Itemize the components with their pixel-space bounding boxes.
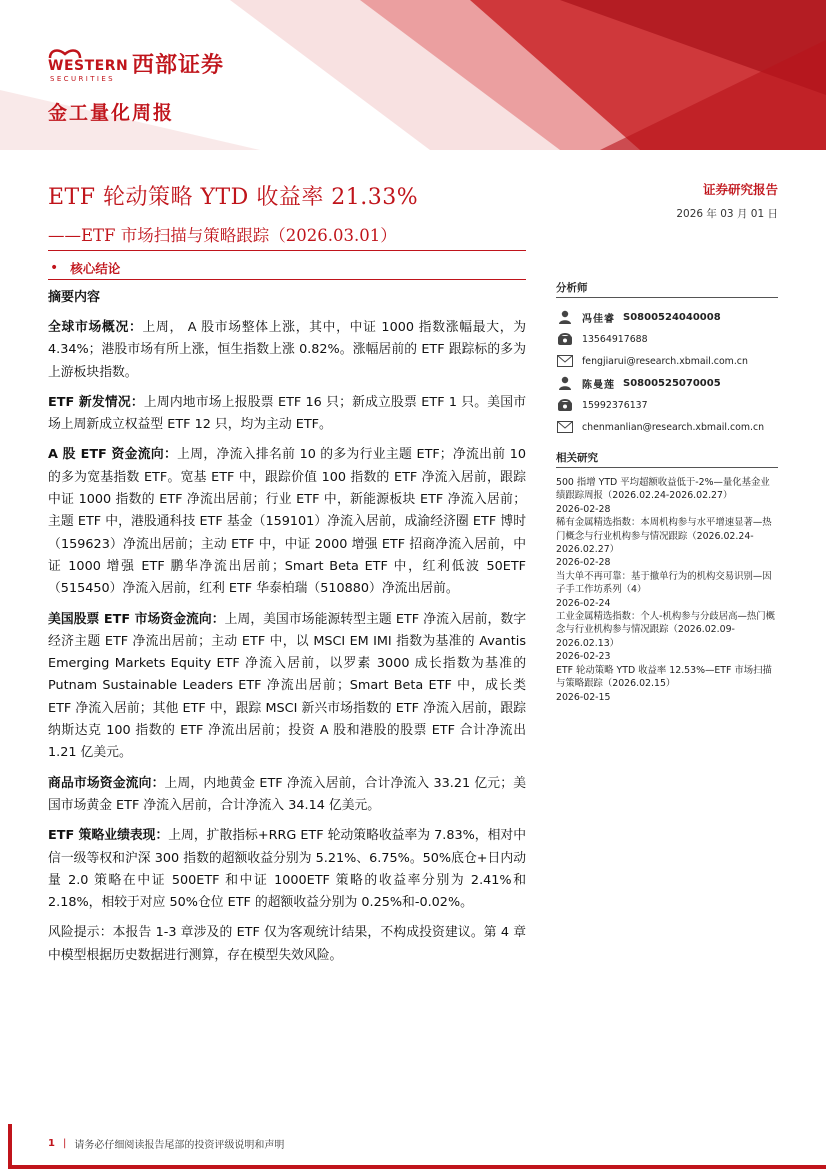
brand-logo	[48, 46, 225, 83]
person-icon	[556, 309, 574, 325]
related-title: 稀有金属精选指数：本周机构参与水平增速显著—热门概念与行业机构参与情况跟踪（2026.02.24-2026.02.27）	[556, 517, 772, 556]
core-conclusion-bar	[48, 256, 526, 280]
paragraph-strategy-performance	[48, 825, 526, 914]
report-subtitle: ——ETF 市场扫描与策略跟踪（2026.03.01）	[48, 226, 397, 245]
paragraph-lead: 全球市场概况：	[48, 320, 143, 335]
analyst-cert-number: S0800525070005	[623, 377, 721, 389]
related-research-item[interactable]	[556, 516, 778, 570]
footer-corner-bottom	[8, 1165, 826, 1169]
related-date: 2026-02-15	[556, 691, 611, 703]
paragraph-lead: 美国股票 ETF 市场资金流向：	[48, 611, 225, 627]
paragraph-text: 上周内地市场上报股票 ETF 16 只；新成立股票 ETF 1 只。美国市场上周新成立权益型 ETF 12 只，均为主动 ETF。	[48, 394, 526, 433]
analyst-name: 冯佳睿	[582, 313, 615, 325]
paragraph-lead: A 股 ETF 资金流向：	[48, 447, 178, 463]
paragraph-lead: 商品市场资金流向：	[48, 775, 165, 791]
related-title: 工业金属精选指数：个人-机构参与分歧居高—热门概念与行业机构参与情况跟踪（2026.02.09-2026.02.13）	[556, 611, 776, 649]
related-research-item[interactable]	[556, 664, 778, 704]
related-date: 2026-02-23	[556, 651, 611, 663]
related-research-list	[556, 476, 778, 704]
analyst-card	[556, 372, 778, 438]
paragraph-text: 上周，内地黄金 ETF 净流入居前，合计净流入 33.21 亿元；美国市场黄金 ETF 净流入居前，合计净流入 34.14 亿美元。	[48, 775, 526, 813]
related-date: 2026-02-28	[556, 503, 611, 515]
brand-cn-name: 西部证券	[132, 52, 225, 78]
analyst-cert-number: S0800524040008	[623, 311, 721, 323]
related-date: 2026-02-28	[556, 557, 611, 569]
footer-separator: |	[62, 1138, 67, 1149]
related-research-item[interactable]	[556, 476, 778, 516]
phone-icon	[556, 331, 574, 347]
email-icon	[556, 419, 574, 435]
paragraph-text: 上周， A 股市场整体上涨，其中，中证 1000 指数涨幅最大，为 4.34%；港股市场有所上涨，恒生指数上涨 0.82%。涨幅居前的 ETF 跟踪标的多为上游板块指数。	[48, 320, 527, 380]
related-title: 500 指增 YTD 平均超额收益低于-2%—量化基金业绩跟踪周报（2026.02.24-2026.02.27）	[556, 477, 770, 502]
email-icon	[556, 353, 574, 369]
title-divider	[48, 250, 526, 251]
phone-icon	[556, 397, 574, 413]
analyst-card	[556, 306, 778, 372]
footer-notice: 请务必仔细阅读报告尾部的投资评级说明和声明	[74, 1140, 285, 1151]
related-title: ETF 轮动策略 YTD 收益率 12.53%—ETF 市场扫描与策略跟踪（2026.02.15）	[556, 664, 772, 690]
related-title: 当大单不再可靠：基于撤单行为的机构交易识别—因子手工作坊系列（4）	[556, 570, 772, 596]
paragraph-a-share-flow	[48, 444, 526, 600]
core-conclusion-label: 核心结论	[70, 260, 121, 276]
paragraph-text: 风险提示：本报告 1-3 章涉及的 ETF 仅为客观统计结果，不构成投资建议。第 4 章中模型根据历史数据进行测算，存在模型失效风险。	[48, 925, 526, 963]
page-footer	[48, 1136, 284, 1151]
paragraph-commodity-flow	[48, 773, 526, 818]
report-date: 2026 年 03 月 01 日	[676, 208, 778, 220]
report-type: 金工量化周报	[48, 102, 175, 124]
brand-en-sub: SECURITIES	[50, 75, 116, 83]
paragraph-lead: ETF 策略业绩表现：	[48, 828, 169, 844]
summary-heading: 摘要内容	[48, 290, 101, 305]
related-research-heading: 相关研究	[556, 450, 778, 468]
analyst-name: 陈曼莲	[582, 379, 615, 391]
paragraph-text: 上周，扩散指标+RRG ETF 轮动策略收益率为 7.83%，相对中信一级等权和沪深 300 指数的超额收益分别为 5.21%、6.75%。50%底仓+日内动量 2.0 策略在中证 500ETF 和中证 1000ETF 策略的收益率分别为 2.41%和 2.18%，相较于对应 50%仓位 ETF 的超额收益分别为 0.25%和-0.02%。	[48, 828, 526, 911]
related-date: 2026-02-24	[556, 597, 611, 609]
paragraph-text: 上周，美国市场能源转型主题 ETF 净流入居前，数字经济主题 ETF 净流出居前；主动 ETF 中，以 MSCI EM IMI 指数为基准的 Avantis Emerging Markets Equity ETF 净流入居前，以罗素 3000 成长指数为基准的 Putnam Sustainable Leaders ETF 净流出居前；Smart Beta ETF 中，成长类 ETF 净流入居前；其他 ETF 中，跟踪 MSCI 新兴市场指数的 ETF 净流入居前，跟踪纳斯达克 100 指数的 ETF 净流出居前；投资 A 股和港股的股票 ETF 合计净流出 1.21 亿美元。	[48, 611, 526, 761]
header-banner	[0, 0, 826, 150]
related-research-item[interactable]	[556, 570, 778, 610]
paragraph-etf-new	[48, 392, 526, 437]
paragraph-risk-notice	[48, 922, 526, 967]
main-content	[48, 287, 526, 975]
report-title: ETF 轮动策略 YTD 收益率 21.33%	[48, 185, 419, 210]
bullet-icon: •	[50, 259, 59, 276]
analyst-email[interactable]: chenmanlian@research.xbmail.com.cn	[582, 421, 765, 433]
report-category: 证券研究报告	[702, 182, 778, 197]
western-logo-mark	[48, 46, 129, 83]
analyst-phone: 13564917688	[582, 333, 648, 345]
sidebar	[556, 280, 778, 704]
analyst-phone: 15992376137	[582, 399, 648, 411]
paragraph-text: 上周，净流入排名前 10 的多为行业主题 ETF；净流出前 10 的多为宽基指数 ETF。宽基 ETF 中，跟踪价值 100 指数的 ETF 净流入居前，跟踪中证 1000 指数的 ETF 净流出居前；行业 ETF 中，新能源板块 ETF 净流入居前；主题 ETF 中，港股通科技 ETF 基金（159101）净流入居前，成渝经济圈 ETF 博时（159623）净流出居前；主动 ETF 中，中证 2000 增强 ETF 招商净流入居前，中证 1000 增强 ETF 鹏华净流出居前；Smart Beta ETF 中，红利低波 50ETF（515450）净流入居前，红利 ETF 华泰柏瑞（510880）净流出居前。	[48, 447, 526, 597]
paragraph-global-market	[48, 317, 526, 384]
footer-corner-left	[8, 1124, 12, 1169]
page-number: 1	[48, 1138, 55, 1149]
paragraph-us-flow	[48, 609, 526, 765]
related-research-item[interactable]	[556, 610, 778, 664]
paragraph-lead: ETF 新发情况：	[48, 394, 144, 410]
analyst-heading: 分析师	[556, 280, 778, 298]
analyst-email[interactable]: fengjiarui@research.xbmail.com.cn	[582, 355, 748, 367]
brand-en-name: WESTERN	[48, 58, 129, 74]
person-icon	[556, 375, 574, 391]
